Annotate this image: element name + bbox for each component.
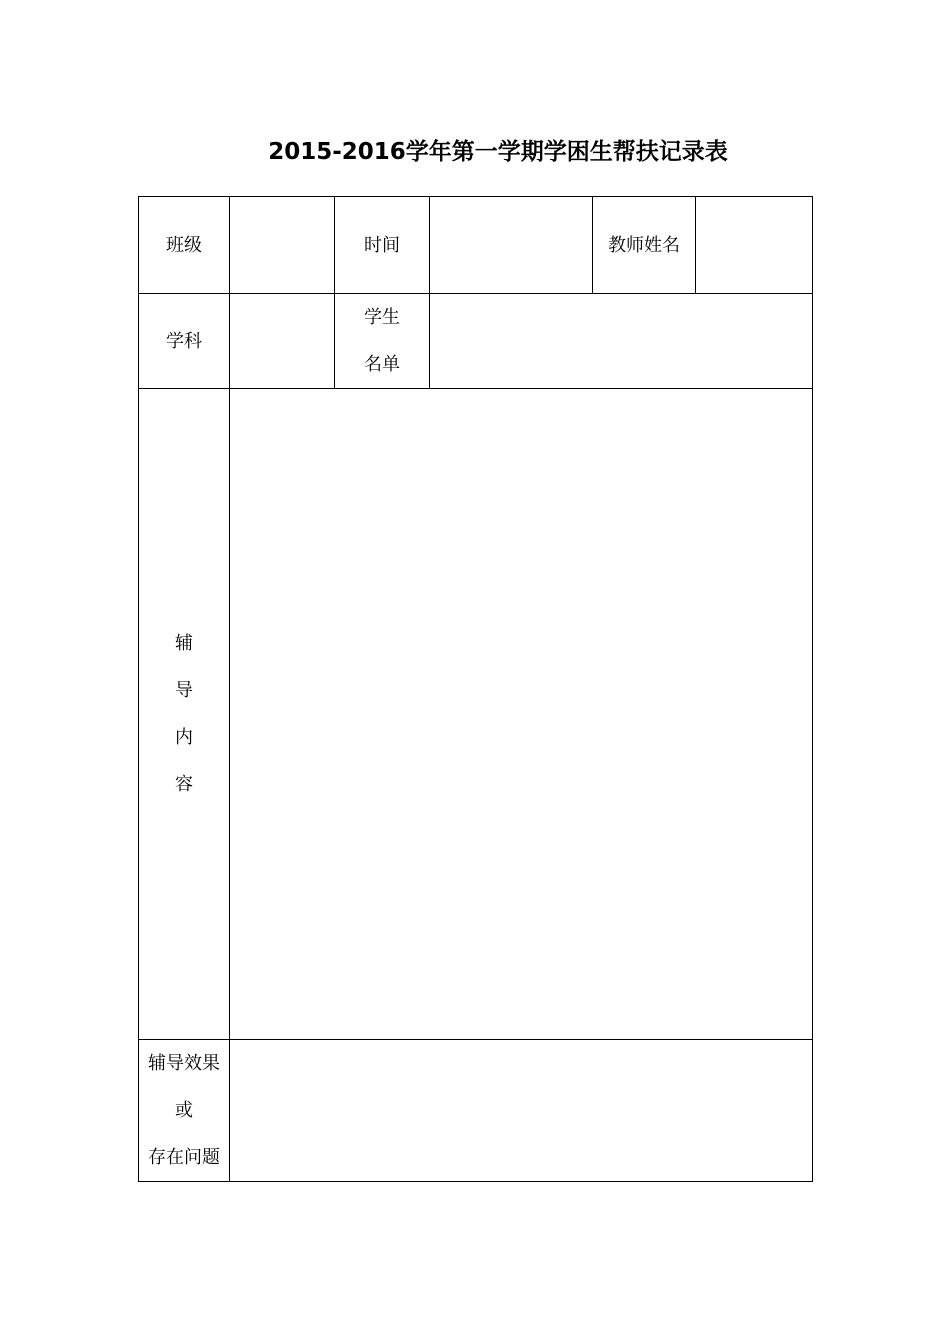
teacher-name-field[interactable] — [696, 197, 813, 294]
student-list-label — [335, 294, 430, 389]
class-field[interactable] — [230, 197, 335, 294]
student-list-label-line: 名单 — [364, 354, 400, 375]
page-title: 2015-2016学年第一学期学困生帮扶记录表 — [268, 139, 728, 165]
effect-label-line: 或 — [175, 1100, 193, 1121]
effect-label-line: 存在问题 — [148, 1147, 220, 1168]
time-field[interactable] — [430, 197, 593, 294]
class-label: 班级 — [139, 197, 230, 294]
tutoring-content-label — [139, 389, 230, 1040]
teacher-name-label: 教师姓名 — [593, 197, 696, 294]
form-row-subject — [139, 294, 813, 389]
subject-field[interactable] — [230, 294, 335, 389]
time-label: 时间 — [335, 197, 430, 294]
effect-label-line: 辅导效果 — [148, 1053, 220, 1074]
student-list-field[interactable] — [430, 294, 813, 389]
tutoring-content-label-char: 导 — [175, 680, 193, 701]
tutoring-content-label-char: 辅 — [175, 633, 193, 654]
subject-label: 学科 — [139, 294, 230, 389]
form-row-effect — [139, 1040, 813, 1182]
form-row-tutoring — [139, 389, 813, 1040]
form-row-basic — [139, 197, 813, 294]
tutoring-content-field[interactable] — [230, 389, 813, 1040]
record-form-table — [138, 196, 813, 1182]
effect-field[interactable] — [230, 1040, 813, 1182]
effect-label — [139, 1040, 230, 1182]
tutoring-content-label-char: 内 — [175, 727, 193, 748]
tutoring-content-label-char: 容 — [175, 774, 193, 795]
student-list-label-line: 学生 — [364, 307, 400, 328]
